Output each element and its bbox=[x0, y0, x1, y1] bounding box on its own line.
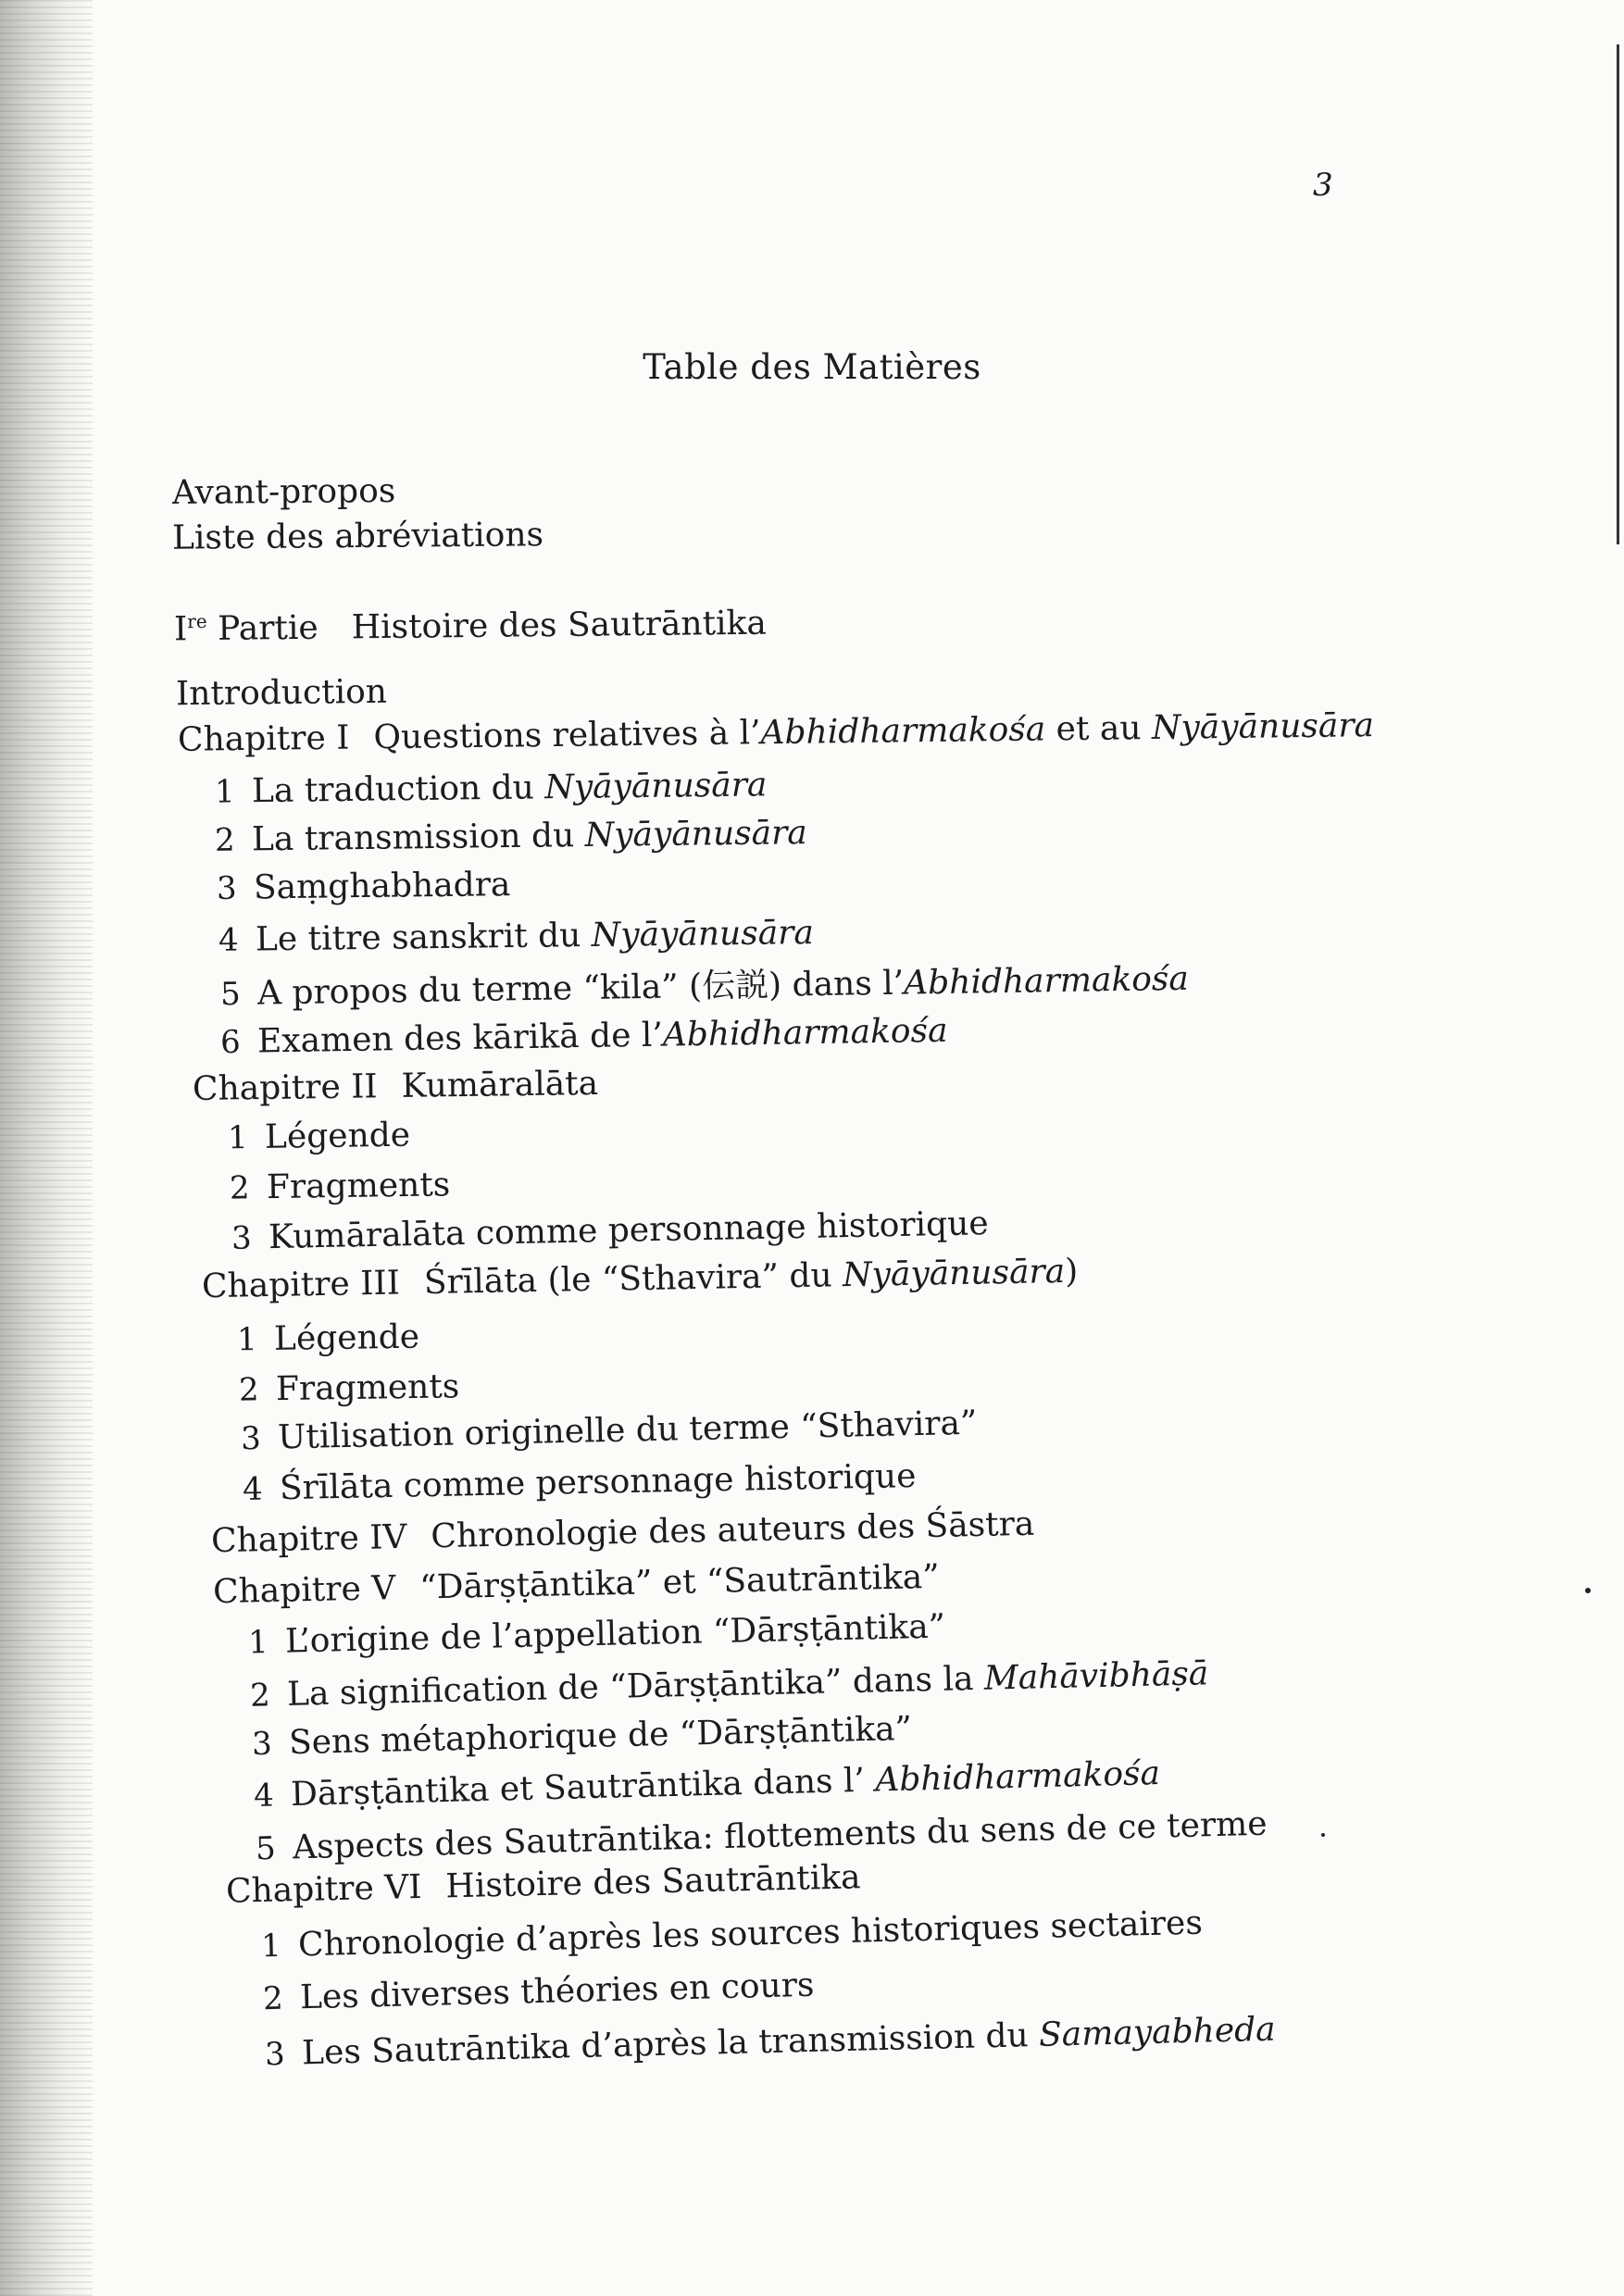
toc-entry-italic-title: Mahāvibhāṣā bbox=[983, 1654, 1209, 1698]
toc-section bbox=[243, 1456, 917, 1510]
toc-entry-italic-title: Nyāyānusāra bbox=[544, 766, 768, 807]
section-number: 4 bbox=[253, 1777, 275, 1815]
toc-entry-italic-title: Nyāyānusāra bbox=[591, 914, 815, 955]
section-number: 4 bbox=[242, 1470, 264, 1508]
toc-entry-title: Le titre sanskrit du bbox=[255, 917, 593, 959]
toc-entry-title: La signification de “Dārṣṭāntika” dans la bbox=[286, 1659, 985, 1714]
chapter-label: Chapitre IV bbox=[210, 1517, 407, 1561]
toc-entry-title: Introduction bbox=[175, 672, 388, 714]
toc-entry-title: Sens métaphorique de “Dārṣṭāntika” bbox=[288, 1709, 913, 1763]
toc-entry-title: Saṃghabhadra bbox=[253, 866, 511, 907]
section-number: 3 bbox=[216, 869, 237, 907]
toc-entry-title: La transmission du bbox=[251, 817, 585, 859]
toc-section bbox=[239, 1366, 460, 1410]
toc-entry-title: Légende bbox=[264, 1116, 411, 1156]
toc-section bbox=[215, 813, 807, 861]
toc-entry-title: Chronologie des auteurs des Śāstra bbox=[431, 1504, 1035, 1556]
toc-entry-italic-title: Abhidharmakośa bbox=[874, 1754, 1161, 1800]
part-word: Partie bbox=[217, 608, 319, 648]
toc-entry-italic-title: Samayabheda bbox=[1038, 2010, 1277, 2054]
chapter-label: Chapitre II bbox=[192, 1067, 378, 1109]
toc-entry-title: Histoire des Sautrāntika bbox=[351, 604, 768, 647]
chapter-label: Chapitre III bbox=[201, 1264, 401, 1306]
chapter-label: Chapitre I bbox=[177, 718, 350, 759]
toc-entry-title: Śrīlāta comme personnage historique bbox=[279, 1457, 917, 1508]
toc-entry-title: Liste des abréviations bbox=[171, 516, 544, 557]
section-number: 3 bbox=[251, 1725, 273, 1764]
toc-entry-italic-title: Nyāyānusāra bbox=[1151, 706, 1375, 748]
part-ordinal-suffix: re bbox=[187, 609, 207, 633]
toc-entry-title: Fragments bbox=[275, 1367, 460, 1409]
section-number: 1 bbox=[227, 1119, 248, 1157]
section-number: 1 bbox=[247, 1624, 269, 1662]
section-number: 2 bbox=[238, 1371, 259, 1409]
toc-entry-title: Chronologie d’après les sources historiques sectaires bbox=[297, 1903, 1204, 1965]
toc-section bbox=[231, 1204, 989, 1259]
toc-entry-title: Fragments bbox=[266, 1166, 451, 1207]
toc-entry-title: Kumāralāta bbox=[401, 1064, 599, 1105]
toc-section bbox=[217, 865, 511, 909]
section-number: 6 bbox=[219, 1023, 242, 1062]
toc-entry-italic-title: Nyāyānusāra bbox=[842, 1252, 1066, 1295]
toc-entry-title: La traduction du bbox=[251, 768, 545, 811]
toc-chapter-heading bbox=[213, 1557, 940, 1613]
part-label bbox=[174, 600, 319, 651]
chapter-label: Chapitre V bbox=[212, 1569, 396, 1612]
section-number: 3 bbox=[240, 1419, 262, 1458]
toc-entry-italic-title: Abhidharmakośa bbox=[662, 1011, 948, 1054]
section-number: 5 bbox=[219, 975, 242, 1014]
toc-entry-title: Examen des kārikā de l’ bbox=[256, 1016, 664, 1061]
section-number: 2 bbox=[229, 1169, 250, 1207]
toc-entry bbox=[176, 672, 387, 715]
toc-chapter-heading bbox=[211, 1504, 1035, 1563]
toc-entry bbox=[172, 471, 396, 514]
part-numeral: I bbox=[173, 610, 188, 649]
section-number: 2 bbox=[214, 821, 235, 859]
toc-chapter-heading bbox=[178, 705, 1375, 761]
chapter-label: Chapitre VI bbox=[225, 1867, 422, 1911]
section-number: 5 bbox=[255, 1829, 277, 1868]
toc-entry-title-part: ) bbox=[1064, 1252, 1079, 1291]
section-number: 3 bbox=[264, 2035, 286, 2074]
toc-entry-title: Questions relatives à l’ bbox=[373, 714, 761, 757]
toc-section bbox=[250, 1653, 1209, 1716]
toc-entry-title: Dārṣṭāntika et Sautrāntika dans l’ bbox=[290, 1761, 876, 1814]
toc-entry-title: Utilisation originelle du terme “Sthavira” bbox=[277, 1404, 978, 1457]
section-number: 1 bbox=[214, 773, 235, 811]
toc-section bbox=[219, 913, 814, 961]
section-number: 3 bbox=[231, 1219, 253, 1257]
toc-part-heading bbox=[174, 595, 767, 651]
toc-entry-italic-title: Nyāyānusāra bbox=[584, 814, 808, 855]
section-number: 2 bbox=[262, 1979, 284, 2018]
toc-section bbox=[237, 1317, 420, 1361]
toc-section bbox=[263, 1965, 815, 2020]
toc-section bbox=[265, 2010, 1277, 2076]
toc-entry-title: Śrīlāta (le “Sthavira” du bbox=[423, 1256, 843, 1303]
toc-entry-title: Légende bbox=[273, 1317, 420, 1358]
section-number: 2 bbox=[249, 1677, 271, 1715]
toc-entry-title: L’origine de l’appellation “Dārṣṭāntika” bbox=[284, 1607, 946, 1661]
toc-section bbox=[220, 1011, 948, 1063]
toc-chapter-heading bbox=[193, 1064, 599, 1110]
section-number: 4 bbox=[218, 921, 239, 959]
toc-section bbox=[220, 959, 1189, 1015]
toc-section bbox=[215, 765, 768, 812]
toc-section bbox=[228, 1116, 411, 1159]
toc-entry-title: Histoire des Sautrāntika bbox=[444, 1858, 861, 1906]
toc-section bbox=[254, 1753, 1161, 1816]
toc-entry-title: Avant-propos bbox=[171, 471, 396, 513]
toc-entry-title: Les Sautrāntika d’après la transmission du bbox=[301, 2015, 1040, 2073]
toc-entry-title-part: et au bbox=[1044, 709, 1153, 749]
toc-entry-italic-title: Abhidharmakośa bbox=[903, 959, 1190, 1003]
page-number: 3 bbox=[1313, 167, 1333, 204]
toc-entry-title: Aspects des Sautrāntika: flottements du sens de ce terme bbox=[292, 1804, 1268, 1867]
toc-entry bbox=[172, 515, 543, 558]
toc-entry-title: “Dārṣṭāntika” et “Sautrāntika” bbox=[418, 1557, 941, 1607]
toc-entry-italic-title: Abhidharmakośa bbox=[760, 710, 1046, 753]
toc-entry-title: A propos du terme “kila” (伝説) dans l’ bbox=[256, 964, 905, 1013]
section-number: 1 bbox=[260, 1927, 282, 1965]
toc-section bbox=[248, 1606, 946, 1663]
toc-section bbox=[241, 1404, 978, 1460]
toc-chapter-heading bbox=[202, 1252, 1079, 1308]
section-number: 1 bbox=[236, 1321, 257, 1359]
toc-entry-title: Les diverses théories en cours bbox=[299, 1965, 815, 2017]
page-title: Table des Matières bbox=[643, 347, 981, 387]
toc-section bbox=[261, 1903, 1204, 1967]
toc-entry-title: Kumāralāta comme personnage historique bbox=[268, 1204, 989, 1257]
toc-section bbox=[252, 1709, 913, 1765]
toc-section bbox=[230, 1165, 451, 1208]
